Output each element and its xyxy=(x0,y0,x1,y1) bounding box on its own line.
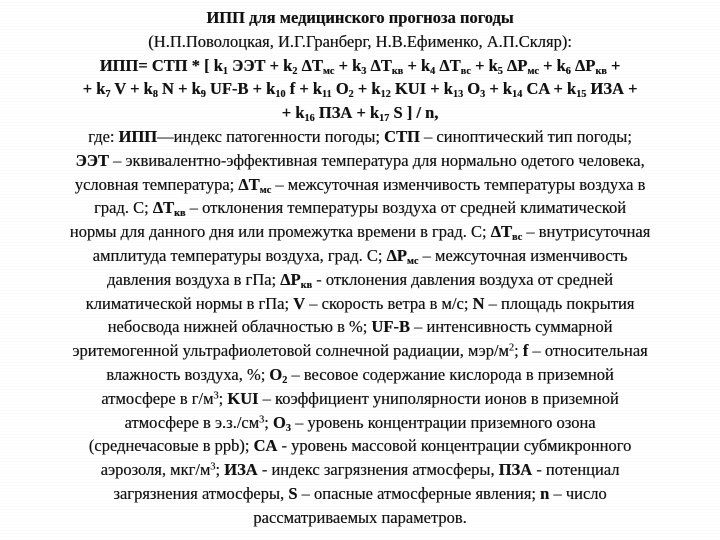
legend-line-13: атмосфере в $э.з./см^3$; $O_3$ – уровень концентрации приземного озона xyxy=(124,412,596,434)
legend-line-11: влажность воздуха, %; $O_2$ – весовое содержание кислорода в приземной xyxy=(106,364,614,387)
document-title: ИПП для медицинского прогноза погоды xyxy=(206,8,514,27)
legend-line-6: амплитуда температуры воздуха, град. С; $\Delta P_{мс}$ – межсуточная изменчивость xyxy=(92,245,628,268)
formula-line-3: + $k_{16}$ ПЗА + $k_{17}$ S ] / n, xyxy=(281,103,439,125)
legend-line-3: условная температура; $\Delta T_{мс}$ – межсуточная изменчивость температуры воздуха в xyxy=(74,174,646,196)
legend-line-7: давления воздуха в гПа; $\Delta P_{кв}$ - отклонения давления воздуха от средней xyxy=(107,269,613,291)
legend-line-9: небосвода нижней облачностью в %; UF-B – интенсивность суммарной xyxy=(107,317,613,337)
legend-line-8: климатической нормы в гПа; V – скорость ветра в м/с; N – площадь покрытия xyxy=(85,293,635,313)
legend-line-2: ЭЭТ – эквивалентно-эффективная температура для нормально одетого человека, xyxy=(75,150,645,170)
formula-line-2: + $k_7$ $V + k_8$ $N + k_9$ $UF-B + k_{10}$ $f + k_{11}$ $O_2 + k_{12}$ KUI + $k_{13}$ $O_3 + k_{14}$ CA + $k_{15}$ ИЗА + xyxy=(82,79,638,101)
legend-line-17: рассматриваемых параметров. xyxy=(253,507,467,527)
formula-line-1: ИПП= СТП * [ $k_1$ ЭЭТ + $k_2$ $\Delta T_{мс} + k_3$ $\Delta T_{кв} + k_4$ $\Delta T_{вс} + k_5$ $\Delta P_{мс} + k_6$ $\Delta P_{кв}$ + xyxy=(99,55,621,77)
legend-line-14: (среднечасовые в ppb); CA - уровень массовой концентрации субмикронного xyxy=(88,436,632,456)
legend-line-16: загрязнения атмосферы, S – опасные атмосферные явления; n – число xyxy=(113,483,607,503)
legend-line-1: где: ИПП—индекс патогенности погоды; СТП – синоптический тип погоды; xyxy=(88,126,632,146)
legend-line-5: нормы для данного дня или промежутка времени в град. С; $\Delta T_{вс}$ – внутрисуточная xyxy=(69,222,651,244)
legend-line-4: град. С; $\Delta T_{кв}$ – отклонения температуры воздуха от средней климатической xyxy=(93,198,627,220)
legend-line-10: эритемогенной ультрафиолетовой солнечной радиации, мэр/$м^2$; f – относительная xyxy=(72,341,648,361)
legend-line-15: аэрозоля, мкг/$м^3$; ИЗА - индекс загрязнения атмосферы, ПЗА - потенциал xyxy=(100,460,620,480)
document-authors: (Н.П.Поволоцкая, И.Г.Гранберг, Н.В.Ефименко, А.П.Скляр): xyxy=(148,31,572,51)
legend-line-12: атмосфере в $г/м^3$; KUI – коэффициент униполярности ионов в приземной xyxy=(101,388,619,408)
